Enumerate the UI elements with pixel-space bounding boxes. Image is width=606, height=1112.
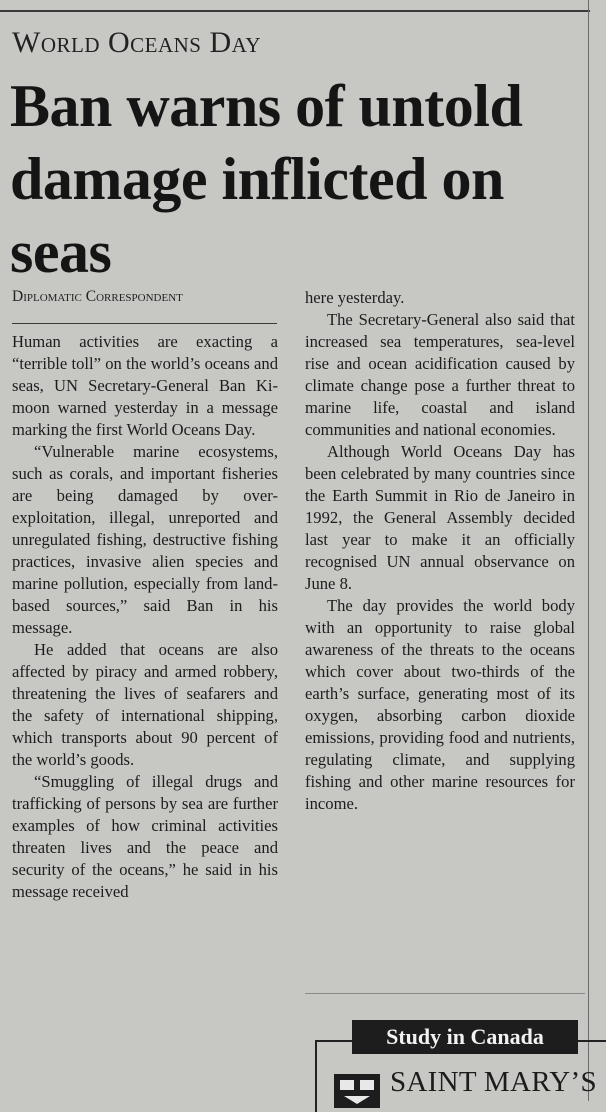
headline: Ban warns of untold damage inflicted on seas (10, 73, 523, 285)
university-crest-icon (334, 1068, 380, 1108)
paragraph: Although World Oceans Day has been celebrated by many countries since the Earth Summit in Rio de Janeiro in 1992, the General Assembly decided last year to make it an officially recognised UN annual observance on June 8. (305, 442, 575, 593)
paragraph: Human activities are exacting a “terrible toll” on the world’s oceans and seas, UN Secretary-General Ban Ki-moon warned yesterday in a message marking the first World Oceans Day. (12, 332, 278, 439)
ad-banner: Study in Canada (352, 1020, 578, 1054)
paragraph: The day provides the world body with an opportunity to raise global awareness of the threats to the oceans which cover about two-thirds of the earth’s surface, generating most of its oxygen, absorbing carbon dioxide emissions, providing food and nutrients, regulating climate, and supplying fishing and other marine resources for income. (305, 596, 575, 813)
paragraph: “Vulnerable marine ecosystems, such as corals, and important fisheries are being damaged by over-exploitation, illegal, unreported and unregulated fishing, destructive fishing practices, invasive alien species and marine pollution, especially from land-based sources,” said Ban in his message. (12, 442, 278, 637)
byline: Diplomatic Correspondent (12, 288, 183, 305)
ad-university-name: SAINT MARY’S (390, 1066, 597, 1098)
ad-separator (305, 993, 585, 994)
column-divider (588, 0, 589, 1101)
byline-rule (12, 323, 277, 324)
top-rule (0, 10, 590, 12)
paragraph: The Secretary-General also said that increased sea temperatures, sea-level rise and ocean acidification caused by climate change pose a further threat to marine life, coastal and island communities and national economies. (305, 310, 575, 439)
paragraph: here yesterday. (305, 288, 405, 307)
article-column-1 (12, 331, 278, 903)
paragraph: He added that oceans are also affected by piracy and armed robbery, threatening the lives of seafarers and the safety of international shipping, which transports about 90 percent of the world’s goods. (12, 640, 278, 769)
paragraph: “Smuggling of illegal drugs and trafficking of persons by sea are further examples of how criminal activities threaten lives and the peace and security of the oceans,” he said in his message received (12, 772, 278, 901)
section-kicker: World Oceans Day (12, 26, 262, 59)
article-column-2 (305, 287, 575, 815)
